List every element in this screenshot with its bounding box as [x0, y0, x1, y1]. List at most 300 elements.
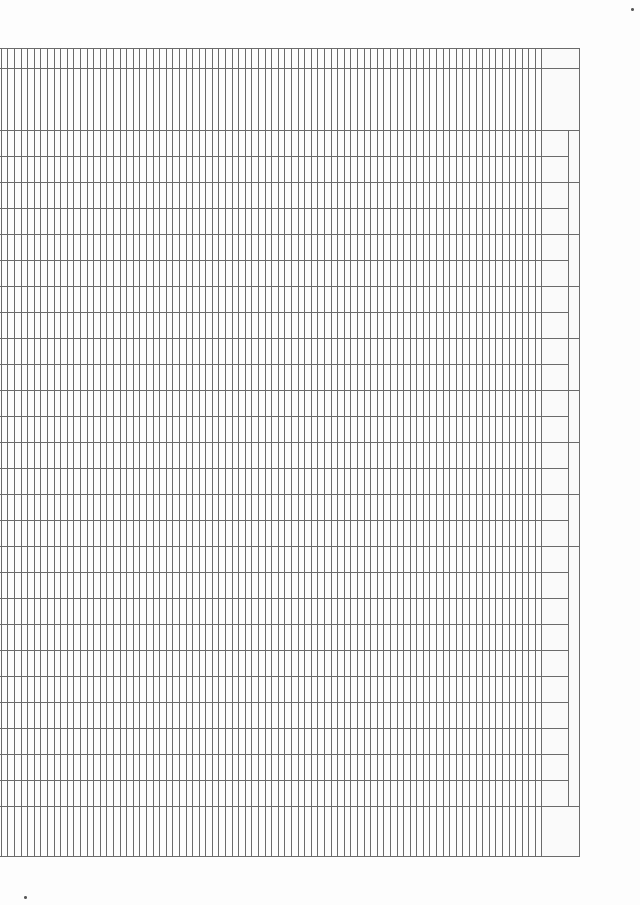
cell-value — [351, 313, 358, 339]
cell-value — [140, 625, 147, 651]
cell-value — [8, 391, 15, 417]
cell-value — [166, 625, 173, 651]
cell-value — [0, 157, 1, 183]
cell-value — [430, 573, 437, 599]
cell-row-number — [28, 49, 35, 69]
cell-value — [516, 339, 523, 365]
cell-value — [94, 365, 101, 391]
cell-value — [443, 261, 450, 287]
cell-value — [331, 495, 338, 521]
cell-value — [186, 157, 193, 183]
cell-value — [94, 417, 101, 443]
cell-value — [292, 365, 299, 391]
cell-value — [410, 209, 417, 235]
cell-value — [516, 313, 523, 339]
cell-value — [232, 703, 239, 729]
cell-value — [48, 677, 55, 703]
cell-value — [61, 703, 68, 729]
cell-value — [417, 651, 424, 677]
cell-value — [331, 443, 338, 469]
table-row — [503, 49, 510, 857]
cell-row-number — [127, 49, 134, 69]
cell-address — [489, 69, 496, 131]
cell-value — [516, 287, 523, 313]
cell-value — [120, 495, 127, 521]
table-row — [100, 49, 107, 857]
cell-value — [239, 729, 246, 755]
cell-value — [357, 729, 364, 755]
cell-value — [476, 625, 483, 651]
cell-value — [331, 599, 338, 625]
cell-value — [318, 729, 325, 755]
cell-address — [160, 69, 167, 131]
table-row — [489, 49, 496, 857]
cell-value — [265, 677, 272, 703]
cell-value — [8, 573, 15, 599]
header-subcolumn — [542, 469, 569, 495]
cell-value — [285, 339, 292, 365]
cell-value — [226, 391, 233, 417]
cell-value — [67, 339, 74, 365]
cell-value — [28, 469, 35, 495]
cell-value — [265, 183, 272, 209]
cell-value — [140, 443, 147, 469]
cell-value — [265, 521, 272, 547]
cell-value — [34, 235, 41, 261]
cell-value — [351, 183, 358, 209]
cell-value — [305, 209, 312, 235]
cell-value — [259, 807, 266, 857]
cell-value — [344, 339, 351, 365]
cell-value — [120, 365, 127, 391]
cell-value — [186, 131, 193, 157]
cell-value — [265, 729, 272, 755]
cell-value — [48, 469, 55, 495]
cell-value — [351, 391, 358, 417]
cell-value — [21, 339, 28, 365]
cell-value — [127, 547, 134, 573]
cell-value — [166, 703, 173, 729]
cell-value — [298, 365, 305, 391]
cell-value — [397, 651, 404, 677]
cell-value — [529, 209, 536, 235]
table-header-subcolumns — [542, 49, 569, 857]
cell-value — [503, 547, 510, 573]
cell-value — [516, 417, 523, 443]
cell-value — [186, 651, 193, 677]
cell-value — [338, 287, 345, 313]
cell-value — [476, 339, 483, 365]
cell-value — [114, 781, 121, 807]
cell-row-number — [206, 49, 213, 69]
cell-value — [146, 651, 153, 677]
cell-value — [199, 677, 206, 703]
cell-value — [456, 729, 463, 755]
cell-value — [186, 313, 193, 339]
cell-value — [311, 339, 318, 365]
cell-value — [311, 391, 318, 417]
cell-value — [28, 495, 35, 521]
cell-value — [1, 339, 8, 365]
cell-value — [529, 495, 536, 521]
cell-value — [61, 131, 68, 157]
cell-value — [67, 573, 74, 599]
cell-value — [292, 521, 299, 547]
cell-value — [272, 469, 279, 495]
cell-value — [305, 235, 312, 261]
cell-value — [179, 599, 186, 625]
cell-value — [87, 209, 94, 235]
cell-value — [41, 261, 48, 287]
cell-value — [232, 807, 239, 857]
cell-value — [430, 443, 437, 469]
table-row — [87, 49, 94, 857]
cell-value — [489, 495, 496, 521]
cell-value — [509, 313, 516, 339]
cell-value — [503, 495, 510, 521]
cell-value — [265, 391, 272, 417]
cell-value — [21, 183, 28, 209]
cell-value — [489, 391, 496, 417]
cell-address — [456, 69, 463, 131]
cell-value — [259, 729, 266, 755]
cell-value — [516, 703, 523, 729]
cell-value — [100, 573, 107, 599]
cell-value — [456, 677, 463, 703]
cell-value — [133, 651, 140, 677]
cell-value — [206, 261, 213, 287]
cell-value — [54, 677, 61, 703]
cell-value — [133, 391, 140, 417]
cell-value — [456, 365, 463, 391]
cell-value — [28, 651, 35, 677]
cell-value — [232, 547, 239, 573]
cell-value — [272, 313, 279, 339]
cell-value — [331, 755, 338, 781]
cell-row-number — [173, 49, 180, 69]
cell-row-number — [331, 49, 338, 69]
cell-value — [206, 781, 213, 807]
cell-value — [331, 547, 338, 573]
cell-value — [81, 469, 88, 495]
cell-value — [226, 521, 233, 547]
cell-value — [127, 521, 134, 547]
header-group-5 — [569, 339, 580, 391]
cell-value — [470, 417, 477, 443]
cell-value — [437, 339, 444, 365]
cell-value — [140, 651, 147, 677]
cell-value — [15, 157, 22, 183]
cell-value — [496, 209, 503, 235]
cell-value — [199, 755, 206, 781]
cell-row-number — [410, 49, 417, 69]
cell-value — [318, 781, 325, 807]
cell-value — [344, 157, 351, 183]
cell-value — [166, 235, 173, 261]
column-number — [536, 573, 542, 599]
cell-value — [278, 209, 285, 235]
cell-value — [489, 235, 496, 261]
cell-value — [489, 755, 496, 781]
cell-value — [100, 157, 107, 183]
cell-row-number — [285, 49, 292, 69]
cell-value — [219, 755, 226, 781]
cell-value — [239, 807, 246, 857]
cell-value — [107, 261, 114, 287]
cell-value — [107, 651, 114, 677]
cell-value — [311, 443, 318, 469]
cell-value — [311, 547, 318, 573]
cell-value — [28, 573, 35, 599]
cell-value — [292, 573, 299, 599]
cell-value — [397, 495, 404, 521]
cell-value — [34, 573, 41, 599]
cell-value — [509, 807, 516, 857]
cell-value — [1, 573, 8, 599]
cell-value — [179, 625, 186, 651]
cell-value — [522, 495, 529, 521]
cell-value — [522, 599, 529, 625]
cell-value — [272, 261, 279, 287]
cell-value — [0, 417, 1, 443]
cell-value — [437, 729, 444, 755]
cell-value — [410, 131, 417, 157]
cell-value — [463, 287, 470, 313]
cell-value — [456, 209, 463, 235]
cell-value — [120, 157, 127, 183]
cell-value — [100, 235, 107, 261]
cell-value — [133, 469, 140, 495]
cell-value — [87, 781, 94, 807]
cell-value — [179, 313, 186, 339]
cell-value — [186, 807, 193, 857]
cell-value — [61, 417, 68, 443]
cell-value — [100, 521, 107, 547]
cell-value — [94, 781, 101, 807]
cell-value — [259, 443, 266, 469]
cell-value — [357, 235, 364, 261]
cell-value — [219, 573, 226, 599]
cell-value — [456, 417, 463, 443]
cell-value — [160, 755, 167, 781]
cell-value — [364, 625, 371, 651]
cell-value — [133, 235, 140, 261]
cell-value — [15, 443, 22, 469]
cell-value — [338, 235, 345, 261]
cell-value — [390, 781, 397, 807]
cell-row-number — [318, 49, 325, 69]
cell-value — [364, 521, 371, 547]
cell-value — [417, 495, 424, 521]
cell-value — [371, 391, 378, 417]
cell-value — [390, 183, 397, 209]
cell-value — [81, 781, 88, 807]
cell-value — [107, 209, 114, 235]
cell-value — [133, 131, 140, 157]
cell-value — [153, 521, 160, 547]
cell-value — [153, 417, 160, 443]
cell-value — [67, 261, 74, 287]
cell-value — [318, 495, 325, 521]
cell-value — [100, 443, 107, 469]
cell-value — [503, 365, 510, 391]
cell-value — [259, 573, 266, 599]
cell-value — [311, 469, 318, 495]
cell-value — [364, 781, 371, 807]
cell-value — [252, 781, 259, 807]
cell-value — [146, 287, 153, 313]
cell-address — [357, 69, 364, 131]
cell-value — [107, 755, 114, 781]
header-row-number — [542, 49, 580, 69]
cell-value — [127, 313, 134, 339]
cell-value — [272, 209, 279, 235]
table-row — [179, 49, 186, 857]
cell-value — [160, 729, 167, 755]
cell-value — [483, 235, 490, 261]
cell-value — [212, 651, 219, 677]
cell-value — [34, 547, 41, 573]
cell-address — [81, 69, 88, 131]
cell-value — [114, 677, 121, 703]
cell-row-number — [463, 49, 470, 69]
cell-value — [8, 183, 15, 209]
register-table — [0, 48, 580, 857]
cell-value — [305, 703, 312, 729]
cell-value — [133, 521, 140, 547]
cell-value — [410, 703, 417, 729]
cell-value — [239, 755, 246, 781]
cell-row-number — [377, 49, 384, 69]
cell-value — [285, 391, 292, 417]
cell-value — [456, 131, 463, 157]
cell-value — [114, 599, 121, 625]
cell-value — [48, 365, 55, 391]
cell-value — [166, 261, 173, 287]
cell-value — [232, 339, 239, 365]
cell-value — [285, 417, 292, 443]
column-number — [536, 287, 542, 313]
cell-address — [21, 69, 28, 131]
cell-value — [476, 235, 483, 261]
table-row — [74, 49, 81, 857]
header-subcolumn — [542, 261, 569, 287]
cell-value — [384, 131, 391, 157]
cell-value — [463, 625, 470, 651]
table-row — [166, 49, 173, 857]
cell-value — [28, 443, 35, 469]
cell-value — [146, 495, 153, 521]
cell-value — [206, 235, 213, 261]
cell-value — [305, 261, 312, 287]
cell-value — [146, 131, 153, 157]
cell-row-number — [61, 49, 68, 69]
cell-value — [351, 599, 358, 625]
cell-value — [450, 391, 457, 417]
cell-value — [226, 157, 233, 183]
cell-value — [377, 339, 384, 365]
cell-value — [48, 729, 55, 755]
cell-value — [252, 677, 259, 703]
cell-value — [443, 209, 450, 235]
cell-value — [127, 625, 134, 651]
cell-value — [325, 573, 332, 599]
cell-value — [377, 495, 384, 521]
cell-value — [114, 157, 121, 183]
cell-value — [239, 391, 246, 417]
cell-value — [529, 235, 536, 261]
cell-value — [509, 261, 516, 287]
cell-value — [74, 781, 81, 807]
cell-value — [509, 157, 516, 183]
cell-value — [430, 287, 437, 313]
cell-value — [404, 521, 411, 547]
cell-value — [470, 677, 477, 703]
cell-value — [87, 755, 94, 781]
cell-value — [1, 703, 8, 729]
cell-value — [351, 131, 358, 157]
cell-value — [173, 599, 180, 625]
cell-address — [503, 69, 510, 131]
cell-address — [397, 69, 404, 131]
cell-value — [516, 209, 523, 235]
cell-value — [0, 365, 1, 391]
cell-row-number — [516, 49, 523, 69]
cell-address — [153, 69, 160, 131]
cell-value — [226, 417, 233, 443]
cell-address — [146, 69, 153, 131]
cell-value — [219, 235, 226, 261]
cell-value — [212, 677, 219, 703]
cell-value — [456, 755, 463, 781]
cell-value — [199, 443, 206, 469]
table-row — [437, 49, 444, 857]
cell-value — [450, 547, 457, 573]
cell-value — [483, 729, 490, 755]
cell-value — [140, 495, 147, 521]
column-number — [536, 703, 542, 729]
cell-value — [146, 235, 153, 261]
cell-value — [232, 729, 239, 755]
table-row — [8, 49, 15, 857]
cell-row-number — [338, 49, 345, 69]
cell-value — [344, 703, 351, 729]
cell-value — [173, 729, 180, 755]
cell-value — [160, 599, 167, 625]
cell-value — [179, 365, 186, 391]
cell-value — [489, 417, 496, 443]
cell-value — [120, 599, 127, 625]
cell-value — [463, 183, 470, 209]
cell-value — [443, 131, 450, 157]
cell-address — [0, 69, 1, 131]
table-row — [0, 49, 1, 857]
cell-value — [146, 573, 153, 599]
cell-value — [15, 313, 22, 339]
cell-value — [509, 209, 516, 235]
cell-value — [390, 625, 397, 651]
cell-value — [351, 287, 358, 313]
cell-value — [232, 183, 239, 209]
cell-value — [1, 625, 8, 651]
cell-value — [351, 573, 358, 599]
cell-value — [443, 365, 450, 391]
cell-value — [41, 703, 48, 729]
cell-row-number — [390, 49, 397, 69]
header-subcolumn — [542, 209, 569, 235]
cell-value — [226, 235, 233, 261]
cell-value — [338, 209, 345, 235]
